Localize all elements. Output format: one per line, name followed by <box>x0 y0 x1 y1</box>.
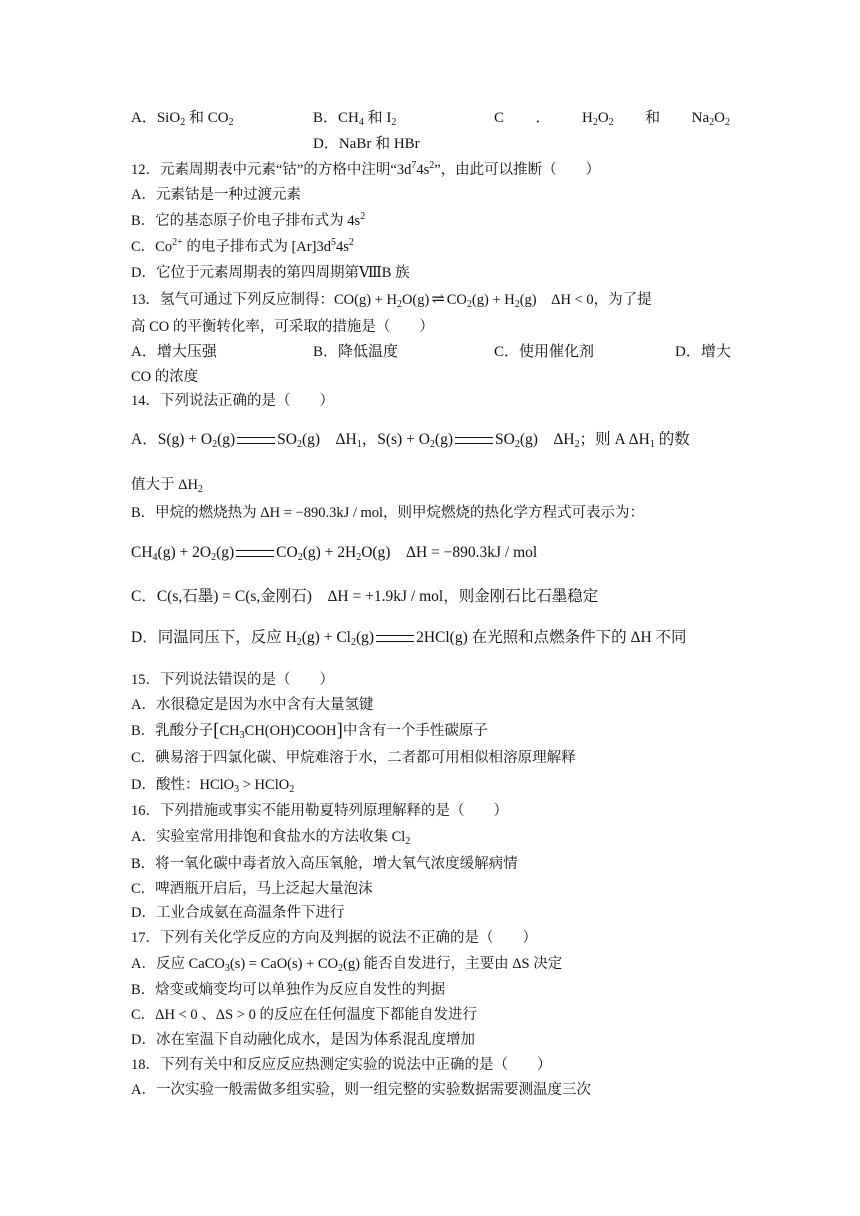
q15-stem: 15．下列说法错误的是（ ） <box>131 672 334 688</box>
q18-option-a: A．一次实验一般需做多组实验，则一组完整的实验数据需要测温度三次 <box>131 1082 591 1098</box>
q12-option-a: A．元素钴是一种过渡元素 <box>131 187 301 203</box>
equals-sign-icon <box>376 635 414 642</box>
q15-option-a: A．水很稳定是因为水中含有大量氢键 <box>131 697 374 713</box>
q13-stem: 13．氢气可通过下列反应制得：$CO(g) + H_2O(g)$ ⇌ $CO_2(g) + H_2(g)$ ΔH < 0，为了提 <box>131 291 652 310</box>
q17-option-b: B．焓变或熵变均可以单独作为反应自发性的判据 <box>131 982 446 998</box>
q11-option-b: B．$CH_4$ 和 $I_2$ <box>313 110 397 128</box>
q14-option-b: B．甲烷的燃烧热为 ΔH = −890.3kJ / mol，则甲烷燃烧的热化学方程式可表示为： <box>131 505 645 521</box>
q11-option-d: D．NaBr 和 HBr <box>313 136 420 152</box>
equals-sign-icon <box>237 437 275 444</box>
q13-stem-cont: 高 CO 的平衡转化率，可采取的措施是（ ） <box>131 319 434 335</box>
equals-sign-icon <box>236 550 274 557</box>
q12-option-c: C．$Co^{2+}$ 的电子排布式为 $[Ar]3d^54s^2$ <box>131 237 354 255</box>
q13-option-c: C．使用催化剂 <box>494 344 595 360</box>
q14-option-a-cont: 值大于 $\Delta H_2$ <box>131 477 203 495</box>
q14-option-c: C．C(s,石墨) = C(s,金刚石) ΔH = +1.9kJ / mol，则金刚石比石墨稳定 <box>131 588 599 605</box>
q11-option-c: C ． $H_2O_2$ 和 $Na_2O_2$ <box>494 110 730 128</box>
q17-option-d: D．冰在室温下自动融化成水，是因为体系混乱度增加 <box>131 1032 475 1048</box>
q17-option-c: C．ΔH < 0 、ΔS > 0 的反应在任何温度下都能自发进行 <box>131 1007 477 1023</box>
q17-option-a: A．反应 CaCO$_3$(s) = $CaO(s) + CO_2(g)$ 能否自发进行，主要由 ΔS 决定 <box>131 956 563 974</box>
q18-stem: 18．下列有关中和反应反应热测定实验的说法中正确的是（ ） <box>131 1057 552 1073</box>
q14-option-b-equation: $CH_4(g) + 2O_2(g) CO_2(g) + 2H_2O(g)$ ΔH = −890.3kJ / mol <box>131 544 538 563</box>
q16-option-a: A．实验室常用排饱和食盐水的方法收集 $Cl_2$ <box>131 829 411 847</box>
q12-stem: 12．元素周期表中元素“钴”的方格中注明“$3d^74s^2$”，由此可以推断（ ） <box>131 160 601 178</box>
q15-option-d: D．酸性：HClO$_3$ > HClO$_2$ <box>131 777 295 795</box>
q13-option-b: B．降低温度 <box>313 344 399 360</box>
q12-option-b: B．它的基态原子价电子排布式为 $4s^2$ <box>131 211 366 229</box>
q14-option-a: A．$S(g) + O_2(g)$ $SO_2(g)$ $\Delta H_1$，$S(s) + O_2(g)$ $SO_2(g)$ $\Delta H_2$；则 A $\Delta H_1$ 的数 <box>131 431 690 450</box>
q13-option-d: D．增大 <box>675 344 731 360</box>
q14-option-d: D．同温同压下，反应 $H_2(g) + Cl_2(g)$ 2HCl(g) 在光照和点燃条件下的 ΔH 不同 <box>131 629 687 648</box>
q15-option-c: C．碘易溶于四氯化碳、甲烷难溶于水，二者都可用相似相溶原理解释 <box>131 750 576 766</box>
q16-option-d: D．工业合成氨在高温条件下进行 <box>131 905 345 921</box>
q16-option-b: B．将一氧化碳中毒者放入高压氧舱，增大氧气浓度缓解病情 <box>131 856 518 872</box>
q16-stem: 16．下列措施或事实不能用勒夏特列原理解释的是（ ） <box>131 803 508 819</box>
q16-option-c: C．啤酒瓶开启后，马上泛起大量泡沫 <box>131 881 373 897</box>
q11-option-a: A．SiO$_2$ 和 $CO_2$ <box>131 110 234 128</box>
equilibrium-arrow-icon: ⇌ <box>431 291 445 308</box>
q13-option-d-cont: CO 的浓度 <box>131 369 199 385</box>
q12-option-d: D．它位于元素周期表的第四周期第ⅧB 族 <box>131 265 410 281</box>
q13-option-a: A．增大压强 <box>131 344 217 360</box>
q15-option-b: B．乳酸分子$[CH_3CH(OH)COOH]$中含有一个手性碳原子 <box>131 720 488 741</box>
q17-stem: 17．下列有关化学反应的方向及判据的说法不正确的是（ ） <box>131 930 537 946</box>
q14-stem: 14．下列说法正确的是（ ） <box>131 393 334 409</box>
equals-sign-icon <box>455 437 493 444</box>
